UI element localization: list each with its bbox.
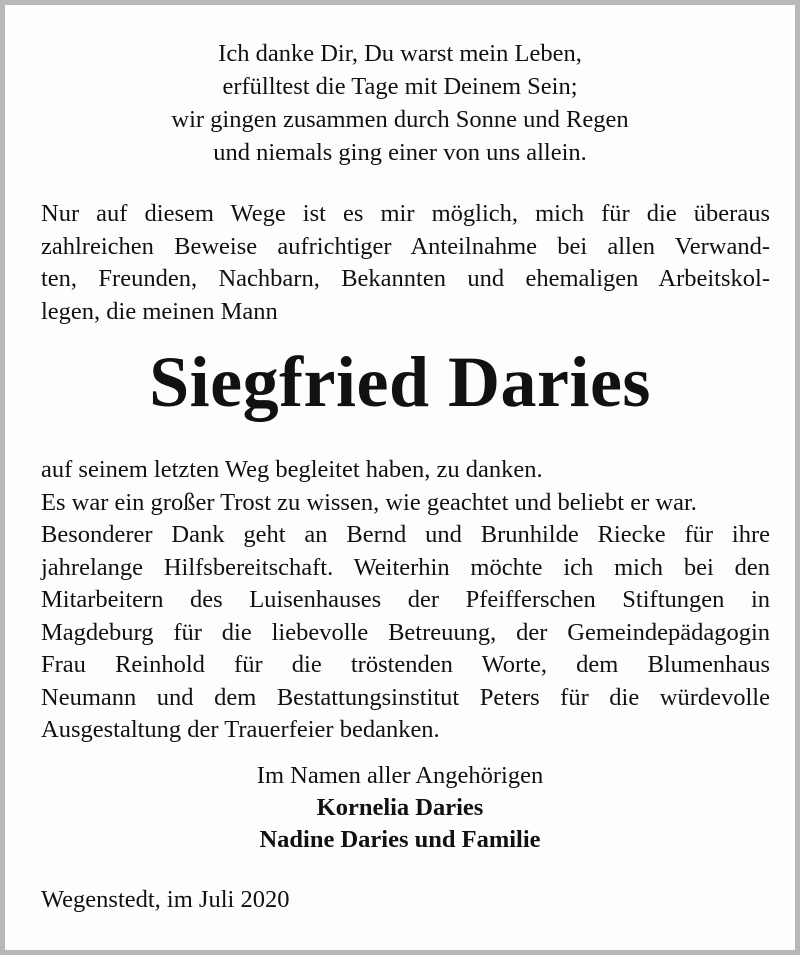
thanks-line: jahrelange Hilfsbereitschaft. Weiterhin möchte ich mich bei den xyxy=(41,553,770,581)
thanks-line: Es war ein großer Trost zu wissen, wie geachtet und beliebt er war. xyxy=(41,488,697,516)
thanks-line: Magdeburg für die liebevolle Betreuung, der Gemeindepädagogin xyxy=(41,618,770,646)
signature-block xyxy=(5,760,795,856)
signature-intro: Im Namen aller Angehörigen xyxy=(256,762,544,789)
thanks-line: Mitarbeitern des Luisenhauses der Pfeifferschen Stiftungen in xyxy=(41,586,770,613)
intro-line: Nur auf diesem Wege ist es mir möglich, mich für die überaus xyxy=(41,200,770,227)
poem-line: und niemals ging einer von uns allein. xyxy=(213,139,587,166)
poem-line: wir gingen zusammen durch Sonne und Regen xyxy=(171,106,629,133)
memorial-poem xyxy=(5,37,795,169)
intro-paragraph xyxy=(41,198,770,328)
thanks-line: Neumann und dem Bestattungsinstitut Peters für die würdevolle xyxy=(41,683,770,711)
thanks-line: Besonderer Dank geht an Bernd und Brunhilde Riecke für ihre xyxy=(41,521,770,548)
intro-line: legen, die meinen Mann xyxy=(41,297,278,325)
thanks-line: Ausgestaltung der Trauerfeier bedanken. xyxy=(41,716,440,743)
thanks-paragraph xyxy=(41,454,770,747)
thanks-line: auf seinem letzten Weg begleitet haben, zu danken. xyxy=(41,456,543,483)
deceased-name: Siegfried Daries xyxy=(149,342,651,422)
intro-line: zahlreichen Beweise aufrichtiger Anteilnahme bei allen Verwand- xyxy=(41,232,770,260)
intro-line: ten, Freunden, Nachbarn, Bekannten und ehemaligen Arbeitskol- xyxy=(41,265,770,292)
poem-line: erfülltest die Tage mit Deinem Sein; xyxy=(222,73,578,100)
signatory-name: Nadine Daries und Familie xyxy=(259,826,541,853)
poem-line: Ich danke Dir, Du warst mein Leben, xyxy=(218,40,582,67)
place-and-date: Wegenstedt, im Juli 2020 xyxy=(41,886,290,913)
thanks-line: Frau Reinhold für die tröstenden Worte, dem Blumenhaus xyxy=(41,651,770,678)
signatory-name: Kornelia Daries xyxy=(316,794,484,821)
